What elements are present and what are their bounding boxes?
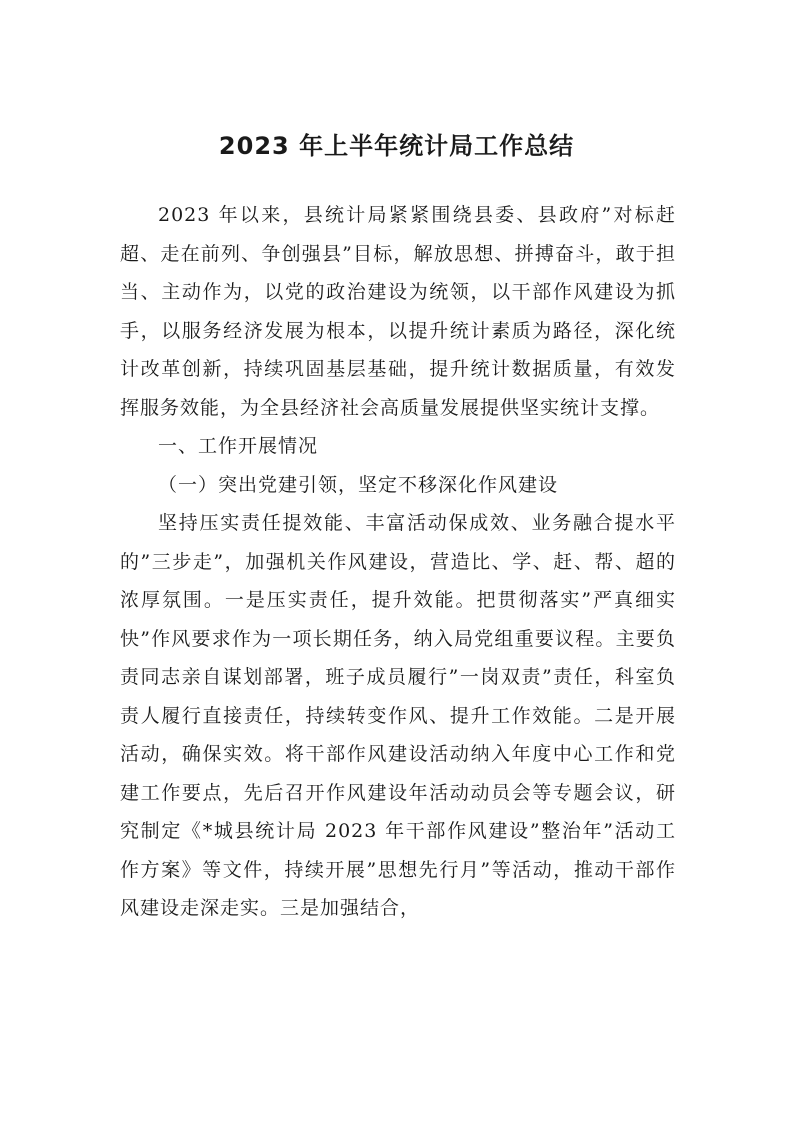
section-heading-1: 一、工作开展情况 xyxy=(158,435,319,457)
body-paragraph: 坚持压实责任提效能、丰富活动保成效、业务融合提水平的”三步走”，加强机关作风建设，营造比、学、赶、帮、超的浓厚氛围。一是压实责任，提升效能。把贯彻落实”严真细实快”作风要求作为一项长期任务，纳入局党组重要议程。主要负责同志亲自谋划部署，班子成员履行”一岗双责”责任，科室负责人履行直接责任，持续转变作风、提升工作效能。二是开展活动，确保实效。将干部作风建设活动纳入年度中心工作和党建工作要点，先后召开作风建设年活动动员会等专题会议，研究制定《*城县统计局 2023 年干部作风建设”整治年”活动工作方案》等文件，持续开展”思想先行月”等活动，推动干部作风建设走深走实。三是加强结合， xyxy=(120,512,676,919)
intro-paragraph: 2023 年以来，县统计局紧紧围绕县委、县政府”对标赶超、走在前列、争创强县”目标，解放思想、拼搏奋斗，敢于担当、主动作为，以党的政治建设为统领，以干部作风建设为抓手，以服务经济发展为根本，以提升统计素质为路径，深化统计改革创新，持续巩固基层基础，提升统计数据质量，有效发挥服务效能，为全县经济社会高质量发展提供坚实统计支撑。 xyxy=(120,204,676,419)
document-body xyxy=(120,196,676,928)
document-title: 2023 年上半年统计局工作总结 xyxy=(218,132,575,160)
subsection-heading-1: （一）突出党建引领，坚定不移深化作风建设 xyxy=(158,473,559,496)
